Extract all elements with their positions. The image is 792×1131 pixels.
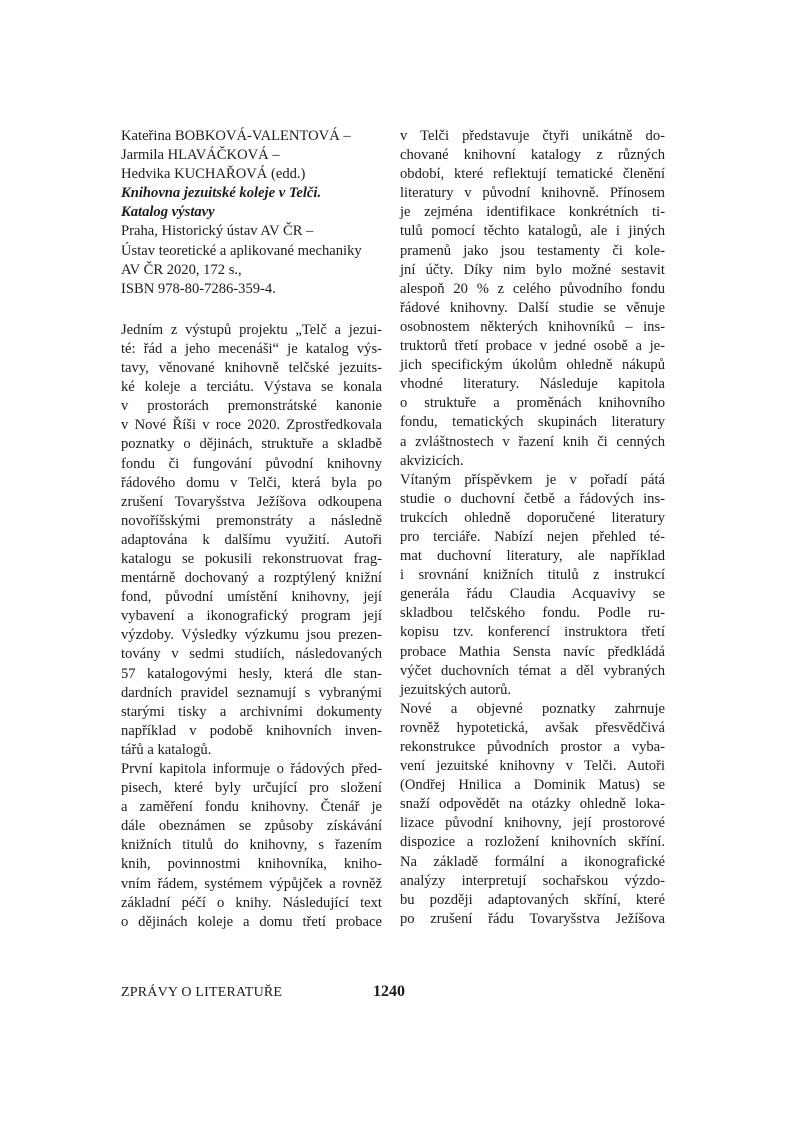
text-line: bu později adaptovaných skříní, které — [400, 891, 665, 908]
spacer — [121, 299, 382, 321]
page-number: 1240 — [373, 983, 405, 1000]
text-line: tavy, věnované knihovně telčské jezuits- — [121, 360, 382, 377]
text-line: Na základě formální a ikonografické — [400, 853, 665, 870]
text-line: skladbou telčského fondu. Podle ru- — [400, 605, 665, 622]
right-column — [400, 127, 665, 929]
text-line: pramenů jako jsou testamenty či kole- — [400, 242, 665, 259]
text-line: mentárně dochovaný a rozptýlený knižní — [121, 570, 382, 587]
text-line: například v podobě knihovních inven- — [121, 722, 382, 739]
text-line: výzdoby. Výsledky výzkumu jsou prezen- — [121, 627, 382, 644]
publication-detail-line: ISBN 978-80-7286-359-4. — [121, 280, 276, 297]
text-line: Vítaným příspěvkem je v pořadí pátá — [400, 471, 665, 488]
text-line: 57 katalogovými hesly, která dle stan- — [121, 665, 382, 682]
text-line: o dějinách koleje a domu třetí probace — [121, 913, 382, 930]
text-line: chované knihovní katalogy z různých — [400, 147, 665, 164]
text-line: generála řádu Claudia Acquavivy se — [400, 586, 665, 603]
text-line: katalogu se pokusili rekonstruovat frag- — [121, 550, 382, 567]
text-line: po zrušení řádu Tovaryšstva Ježíšova — [400, 910, 665, 927]
text-line: v prostorách premonstrátské kanonie — [121, 398, 382, 415]
text-line: rovněž hypotetická, avšak přesvědčivá — [400, 719, 665, 736]
text-line: literatury v původní knihovně. Přínosem — [400, 185, 665, 202]
text-line: alespoň 20 % z celého původního fondu — [400, 280, 665, 297]
text-line: ké koleje a terciátu. Výstava se konala — [121, 379, 382, 396]
text-line: mat duchovní literatury, ale například — [400, 548, 665, 565]
author-line: Hedvika KUCHAŘOVÁ (edd.) — [121, 166, 306, 183]
left-column — [121, 127, 382, 932]
text-line: továny v sedmi studiích, následovaných — [121, 646, 382, 663]
book-title-line: Katalog výstavy — [121, 204, 215, 221]
text-line: dardních pravidel seznamují s vybranými — [121, 684, 382, 701]
text-line: zrušení Tovaryšstva Ježíšova odkoupena — [121, 493, 382, 510]
text-line: základní péčí o knihy. Následující text — [121, 894, 382, 911]
text-line: období, které reflektují tematické členění — [400, 166, 665, 183]
text-line: vním řádem, systémem výpůjček a rovněž — [121, 875, 382, 892]
text-line: poznatky o dějinách, struktuře a skladbě — [121, 436, 382, 453]
text-line: v Nové Říši v roce 2020. Zprostředkovala — [121, 417, 382, 434]
publication-detail-line: Praha, Historický ústav AV ČR – — [121, 223, 314, 240]
text-line: dále obeznámen se způsoby získávání — [121, 818, 382, 835]
bibliographic-entry — [121, 127, 382, 299]
publication-detail-line: Ústav teoretické a aplikované mechaniky — [121, 242, 362, 259]
text-line: novoříšskými premonstráty a následně — [121, 512, 382, 529]
text-line: snaží odpovědět na otázky ohledně loka- — [400, 796, 665, 813]
publication-detail-line: AV ČR 2020, 172 s., — [121, 261, 242, 278]
text-line: řádového domu v Telči, která byla po — [121, 474, 382, 491]
text-line: knih, povinnostmi knihovníka, kniho- — [121, 856, 382, 873]
text-line: analýzy interpretují sochařskou výzdo- — [400, 872, 665, 889]
text-line: (Ondřej Hnilica a Dominik Matus) se — [400, 777, 665, 794]
book-title-line: Knihovna jezuitské koleje v Telči. — [121, 185, 322, 202]
text-line: vybavení a ikonografický program její — [121, 608, 382, 625]
author-line: Jarmila HLAVÁČKOVÁ – — [121, 147, 280, 164]
text-line: knižních titulů do knihovny, s řazením — [121, 837, 382, 854]
text-line: je zejména identifikace konkrétních ti- — [400, 204, 665, 221]
author-line: Kateřina BOBKOVÁ-VALENTOVÁ – — [121, 128, 351, 144]
left-body-text — [121, 321, 382, 932]
text-line: lizace původní knihovny, její prostorové — [400, 815, 665, 832]
text-line: jezuitských autorů. — [400, 681, 512, 698]
text-line: Nové a objevné poznatky zahrnuje — [400, 700, 665, 717]
text-line: adaptována k dalšímu využití. Autoři — [121, 531, 382, 548]
text-line: trukcích ohledně doporučené literatury — [400, 509, 665, 526]
text-line: truktorů třetí probace v jedné osobě a je- — [400, 338, 665, 355]
text-line: výčet duchovních témat a děl vybraných — [400, 662, 665, 679]
text-line: rekonstrukce původních prostor a vyba- — [400, 739, 665, 755]
text-line: řádové knihovny. Další studie se věnuje — [400, 299, 665, 316]
text-line: probace Mathia Sensta navíc předkládá — [400, 643, 665, 660]
text-line: pro terciáře. Nabízí nejen přehled té- — [400, 528, 665, 545]
text-line: První kapitola informuje o řádových před- — [121, 761, 382, 777]
text-line: jich specifickým úkolům ohledně nákupů — [400, 357, 665, 374]
text-line: osobnostem některých knihovníků – ins- — [400, 318, 665, 335]
text-line: fondu, tematických skupinách literatury — [400, 414, 665, 431]
text-line: fondu či fungování původní knihovny — [121, 455, 382, 472]
text-line: o struktuře a proměnách knihovního — [400, 395, 665, 412]
text-line: a zaměření fondu knihovny. Čtenář je — [121, 799, 382, 816]
text-line: fond, původní umístění knihovny, její — [121, 589, 382, 606]
text-line: pisech, které byly určující pro složení — [121, 780, 382, 797]
text-line: dispozice a rozložení knihovních skříní. — [400, 834, 665, 851]
text-line: akvizicích. — [400, 452, 464, 469]
text-line: studie o duchovní četbě a řádových ins- — [400, 490, 665, 507]
text-line: Jedním z výstupů projektu „Telč a jezui- — [121, 321, 382, 338]
text-line: tářů a katalogů. — [121, 741, 212, 758]
text-line: v Telči představuje čtyři unikátně do- — [400, 128, 665, 144]
text-line: tulů pomocí těchto katalogů, ale i jiných — [400, 223, 665, 240]
text-line: a zvláštnostech v řazení knih či cenných — [400, 433, 665, 450]
text-line: vení jezuitské knihovny v Telči. Autoři — [400, 758, 665, 775]
text-line: vhodné literatury. Následuje kapitola — [400, 376, 665, 393]
footer-section-title: ZPRÁVY O LITERATUŘE — [121, 985, 283, 1000]
text-line: i srovnání knižních titulů z instrukcí — [400, 567, 665, 584]
text-line: kopisu tzv. konferencí instruktora třetí — [400, 624, 665, 641]
text-line: té: řád a jeho mecenáši“ je katalog výs- — [121, 340, 382, 357]
text-line: starými tisky a archivními dokumenty — [121, 703, 382, 720]
text-line: jní účty. Díky nim bylo možné sestavit — [400, 261, 665, 278]
